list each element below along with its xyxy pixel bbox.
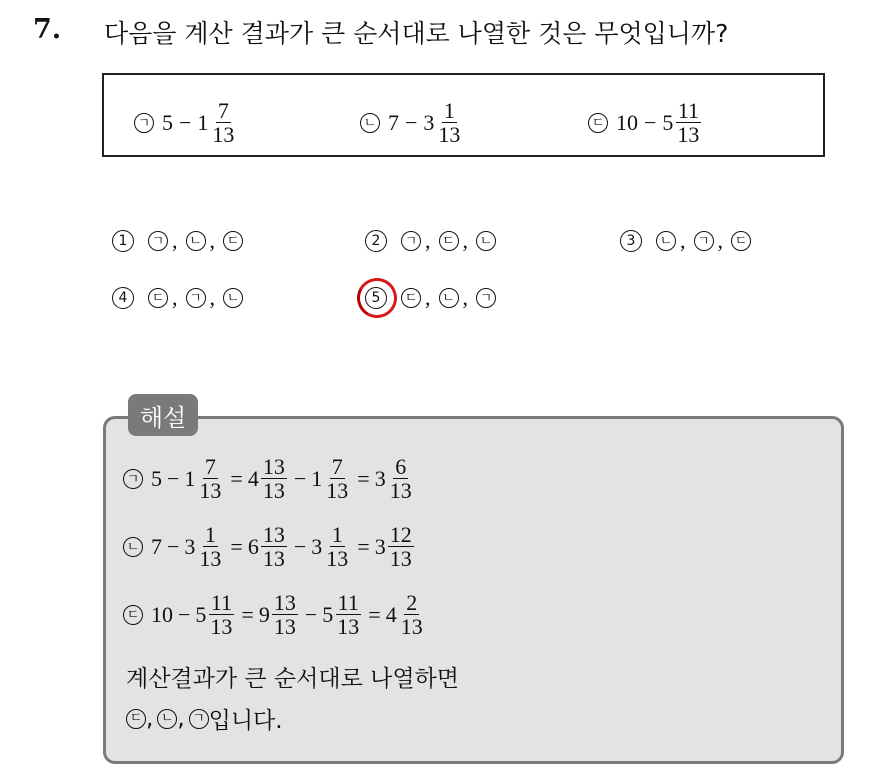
conclusion-line-2: ㄷ , ㄴ , ㄱ 입니다.: [126, 702, 283, 735]
circled-label-icon: ㄴ: [186, 231, 206, 251]
circled-label-icon: ㄴ: [223, 288, 243, 308]
circled-label-icon: ㄷ: [731, 231, 751, 251]
fraction-numerator: 7: [217, 98, 229, 123]
expr-whole: 5: [162, 110, 173, 136]
circled-label-icon: ㄱ: [694, 231, 714, 251]
circled-label-icon: ㄴ: [360, 113, 380, 133]
expr-fraction: [210, 99, 236, 147]
circled-label-icon: ㄱ: [476, 288, 496, 308]
fraction: $\frac{1}{13}$: [199, 522, 222, 572]
solution-line-digeut: ㄷ 10 − 5 $\frac{11}{13}$ = 9 $\frac{13}{13}$ − 5 $\frac{11}{13}$ = 4 $\frac{2}{13}$: [123, 591, 427, 639]
fraction: $\frac{1}{13}$: [326, 522, 349, 572]
circled-label-icon: ㄴ: [157, 709, 177, 729]
circled-label-icon: ㄷ: [223, 231, 243, 251]
choice-2[interactable]: 2 ㄱ , ㄷ , ㄴ: [365, 228, 496, 254]
circled-label-icon: ㄱ: [401, 231, 421, 251]
marked-answer: [365, 287, 397, 309]
red-check-circle-icon: [353, 274, 402, 323]
term: 4: [247, 466, 259, 492]
expr-whole: 7: [388, 110, 399, 136]
term: 1: [184, 466, 196, 492]
expression-digeut: [588, 99, 703, 147]
term: 5: [151, 466, 162, 492]
fraction-denominator: 13: [438, 122, 461, 148]
solution-title: 해설: [128, 394, 198, 436]
fraction: $\frac{2}{13}$: [400, 590, 423, 640]
fraction: $\frac{7}{13}$: [199, 454, 222, 504]
fraction: $\frac{6}{13}$: [389, 454, 412, 504]
expr-op: −: [179, 110, 192, 136]
expr-fraction: [675, 99, 701, 147]
fraction-numerator: 11: [677, 98, 700, 123]
term: 9: [258, 602, 270, 628]
choice-4[interactable]: 4 ㄷ , ㄱ , ㄴ: [112, 285, 243, 311]
expr-mixed-whole: 3: [423, 110, 435, 136]
term: 7: [151, 534, 162, 560]
question-text: 다음을 계산 결과가 큰 순서대로 나열한 것은 무엇입니까?: [104, 19, 729, 48]
expression-nieun: [360, 99, 464, 147]
circled-label-icon: ㄱ: [123, 469, 143, 489]
choice-number-icon: 2: [365, 230, 387, 252]
circled-label-icon: ㄴ: [439, 288, 459, 308]
term: 3: [184, 534, 196, 560]
term: 10: [151, 602, 173, 628]
conclusion-end: 입니다.: [208, 708, 283, 734]
solution-line-giyeok: ㄱ 5 − 1 $\frac{7}{13}$ = 4 $\frac{13}{13}$ − 1 $\frac{7}{13}$ = 3 $\frac{6}{13}$: [123, 455, 416, 503]
fraction-numerator: 1: [443, 98, 455, 123]
expr-fraction: [436, 99, 462, 147]
question-number: 7.: [33, 14, 62, 45]
choice-5[interactable]: 5 ㄷ , ㄴ , ㄱ: [365, 285, 496, 311]
term: 6: [247, 534, 259, 560]
choice-number-icon: 3: [620, 230, 642, 252]
circled-label-icon: ㄱ: [189, 709, 209, 729]
circled-label-icon: ㄷ: [148, 288, 168, 308]
circled-label-icon: ㄴ: [476, 231, 496, 251]
circled-label-icon: ㄷ: [123, 605, 143, 625]
fraction: $\frac{7}{13}$: [326, 454, 349, 504]
term: 5: [195, 602, 207, 628]
circled-label-icon: ㄴ: [656, 231, 676, 251]
choice-3[interactable]: 3 ㄴ , ㄱ , ㄷ: [620, 228, 751, 254]
term: 3: [374, 534, 386, 560]
fraction: $\frac{12}{13}$: [389, 522, 412, 572]
circled-label-icon: ㄴ: [123, 537, 143, 557]
choice-number-icon: 5: [365, 287, 387, 309]
term: 4: [385, 602, 397, 628]
circled-label-icon: ㄱ: [186, 288, 206, 308]
fraction: $\frac{13}{13}$: [262, 522, 285, 572]
expr-mixed-whole: 5: [662, 110, 674, 136]
term: 3: [374, 466, 386, 492]
term: 3: [311, 534, 323, 560]
choice-1[interactable]: 1 ㄱ , ㄴ , ㄷ: [112, 228, 243, 254]
fraction: $\frac{13}{13}$: [262, 454, 285, 504]
expression-giyeok: [134, 99, 238, 147]
expr-whole: 10: [616, 110, 638, 136]
fraction-denominator: 13: [677, 122, 700, 148]
expression-box: [102, 73, 825, 157]
circled-label-icon: ㄱ: [134, 113, 154, 133]
circled-label-icon: ㄷ: [126, 709, 146, 729]
conclusion-line-1: 계산결과가 큰 순서대로 나열하면: [126, 666, 459, 692]
fraction: $\frac{11}{13}$: [337, 590, 360, 640]
term: 1: [311, 466, 323, 492]
expr-mixed-whole: 1: [197, 110, 209, 136]
fraction-denominator: 13: [212, 122, 235, 148]
circled-label-icon: ㄷ: [588, 113, 608, 133]
circled-label-icon: ㄷ: [439, 231, 459, 251]
circled-label-icon: ㄱ: [148, 231, 168, 251]
choice-number-icon: 4: [112, 287, 134, 309]
fraction: $\frac{11}{13}$: [210, 590, 233, 640]
term: 5: [322, 602, 334, 628]
circled-label-icon: ㄷ: [401, 288, 421, 308]
expr-op: −: [644, 110, 657, 136]
solution-line-nieun: ㄴ 7 − 3 $\frac{1}{13}$ = 6 $\frac{13}{13}$ − 3 $\frac{1}{13}$ = 3 $\frac{12}{13}$: [123, 523, 416, 571]
choice-number-icon: 1: [112, 230, 134, 252]
expr-op: −: [405, 110, 418, 136]
fraction: $\frac{13}{13}$: [273, 590, 296, 640]
